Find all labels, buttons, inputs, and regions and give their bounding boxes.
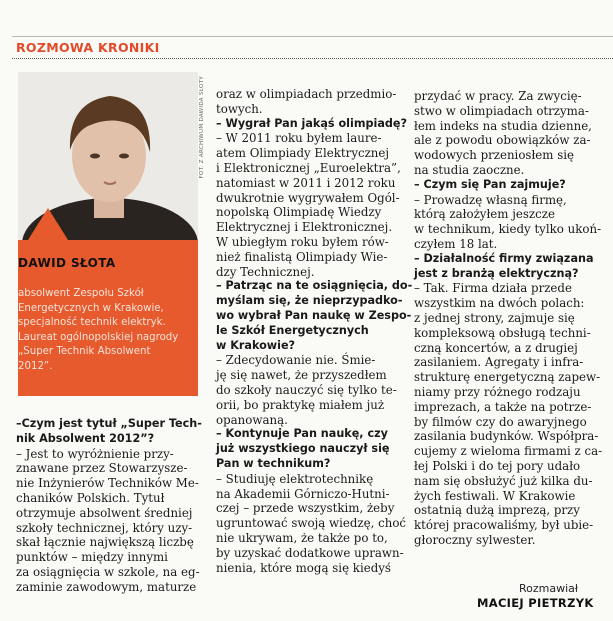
article-column-2 (216, 87, 412, 575)
answer-line: – Prowadzę własną firmę, (414, 192, 567, 207)
answer-line: nienia, które mogą się kiedyś (216, 560, 391, 575)
question-line: – Patrząc na te osiągnięcia, do- (216, 279, 413, 293)
question-line: – Działalność firmy związana (414, 251, 594, 265)
answer-line: stwo w olimpiadach otrzyma- (414, 103, 589, 118)
answer-line: nam się obsłużyć już kilka du- (414, 473, 593, 488)
answer-line: – Jest to wyróżnienie przy- (16, 446, 174, 461)
answer-line: czej – przede wszystkim, żeby (216, 501, 395, 516)
profile-box-notch (28, 208, 68, 240)
answer-line: cujemy z wieloma firmami z ca- (414, 444, 603, 459)
answer-line: W ubiegłym roku byłem rów- (216, 234, 389, 249)
answer-line: ostatnią dużą imprezą, przy (414, 503, 580, 518)
answer-line: ję się nawet, że przyszedłem (216, 368, 387, 383)
bio-line: absolwent Zespołu Szkół (18, 288, 144, 299)
answer-line: oraz w olimpiadach przedmio- (216, 87, 397, 101)
photo-credit: FOT. Z ARCHIWUM DAWIDA SŁOTY (199, 76, 205, 179)
question-line: w Krakowie? (216, 338, 296, 352)
answer-line: wodowych przeniosłem się (414, 148, 575, 163)
answer-line: – Studiuję elektrotechnikę (216, 471, 374, 486)
question-line: – Kontynuje Pan naukę, czy (216, 427, 388, 441)
dotted-rule (12, 58, 613, 59)
answer-line: nie Inżynierów Techników Me- (16, 476, 199, 491)
answer-line: dwukrotnie wygrywałem Ogól- (216, 190, 400, 205)
answer-line: za osiągnięcia w szkole, na eg- (16, 564, 200, 579)
answer-line: punktów – między innymi (16, 550, 168, 565)
bio-line: Laureat ogólnopolskiej nagrody (18, 331, 179, 343)
bio-line: 2012”. (18, 360, 53, 372)
answer-line: chaników Polskich. Tytuł (16, 490, 165, 505)
answer-line: w technikum, kiedy tylko ukoń- (414, 222, 602, 237)
answer-line: opanowaną. (216, 412, 288, 427)
answer-line: niamy przy różnego rodzaju (414, 384, 581, 399)
answer-line: by uzyskać dodatkowe uprawn- (216, 545, 404, 560)
answer-line: na Akademii Górniczo-Hutni- (216, 486, 390, 501)
question-line: – Wygrał Pan jakąś olimpiadę? (216, 116, 407, 130)
question-line: –Czym jest tytuł „Super Tech- (16, 417, 202, 430)
answer-line: na studia zaoczne. (414, 162, 525, 177)
answer-line: przydać w pracy. Za zwycię- (414, 89, 582, 103)
answer-line: kompleksową obsługą techni- (414, 325, 591, 340)
answer-line: by filmów czy do awaryjnego (414, 414, 587, 429)
answer-line: strukturę energetyczną zapew- (414, 370, 601, 385)
signature-label: Rozmawiał (519, 582, 579, 595)
question-line: jest z branżą elektryczną? (414, 266, 579, 280)
question-line: – Czym się Pan zajmuje? (414, 177, 566, 191)
answer-line: zasilaniem. Agregaty i infra- (414, 355, 584, 370)
answer-line: której pracowaliśmy, był ubie- (414, 518, 594, 533)
profile-bio (18, 287, 196, 374)
answer-line: towych. (216, 101, 263, 116)
answer-line: – Zdecydowanie nie. Śmie- (216, 353, 376, 368)
bio-line: Energetycznych w Krakowie, (18, 302, 164, 314)
answer-line: głoroczny sylwester. (414, 532, 536, 547)
answer-line: imprezach, a także na potrze- (414, 399, 592, 414)
answer-line: którą założyłem jeszcze (414, 207, 555, 222)
answer-line: zasilania budynków. Współpra- (414, 429, 599, 444)
answer-line: skał łącznie największą liczbę (16, 535, 194, 550)
answer-line: czyłem 18 lat. (414, 236, 498, 251)
answer-line: – Tak. Firma działa przede (414, 281, 572, 296)
top-divider (12, 36, 613, 37)
question-line: nik Absolwent 2012”? (16, 431, 155, 445)
answer-line: nie ukrywam, że także po to, (216, 530, 388, 545)
answer-line: znawane przez Stowarzysze- (16, 461, 188, 476)
answer-line: Elektrycznej i Elektronicznej. (216, 220, 393, 235)
answer-line: ale z powodu obowiązków za- (414, 133, 591, 148)
question-line: le Szkół Energetycznych (216, 323, 369, 337)
answer-line: do szkoły nauczyć się tylko te- (216, 382, 397, 397)
answer-line: nopolską Olimpiadę Wiedzy (216, 205, 382, 220)
bio-line: specjalność technik elektryk. (18, 317, 166, 328)
answer-line: natomiast w 2011 i 2012 roku (216, 175, 396, 190)
answer-line: szkoły technicznej, który uzy- (16, 520, 193, 535)
bio-line: „Super Technik Absolwent (18, 346, 151, 357)
answer-line: łem indeks na studia dzienne, (414, 118, 592, 133)
answer-line: otrzymuje absolwent średniej (16, 505, 193, 520)
section-title: ROZMOWA KRONIKI (16, 40, 160, 55)
answer-line: zaminie zawodowym, maturze (16, 579, 197, 594)
answer-line: wszystkim na dwóch polach: (414, 296, 585, 311)
question-line: już wszystkiego nauczył się (216, 442, 390, 456)
question-line: wo wybrał Pan naukę w Zespo- (216, 308, 412, 322)
question-line: myślam się, że nieprzypadko- (216, 294, 403, 308)
answer-line: żych festiwali. W Krakowie (414, 488, 576, 503)
answer-line: dzy Technicznej. (216, 264, 315, 279)
profile-name: DAWID SŁOTA (18, 256, 116, 270)
article-column-1 (16, 417, 202, 595)
question-line: Pan w technikum? (216, 456, 331, 470)
answer-line: orii, bo praktykę miałem już (216, 397, 385, 412)
answer-line: – W 2011 roku byłem laure- (216, 131, 382, 146)
article-column-3 (414, 89, 602, 548)
answer-line: i Elektronicznej „Euroelektra”, (216, 160, 401, 175)
answer-line: ugruntować swoją wiedzę, choć (216, 516, 407, 531)
answer-line: nież finalistą Olimpiady Wie- (216, 249, 388, 264)
answer-line: z jednej strony, zajmuje się (414, 310, 575, 325)
signature-author: MACIEJ PIETRZYK (477, 596, 594, 610)
answer-line: atem Olimpiady Elektrycznej (216, 146, 390, 161)
answer-line: czną koncertów, a z drugiej (414, 340, 578, 355)
answer-line: łej Polski i do tej pory udało (414, 458, 581, 473)
